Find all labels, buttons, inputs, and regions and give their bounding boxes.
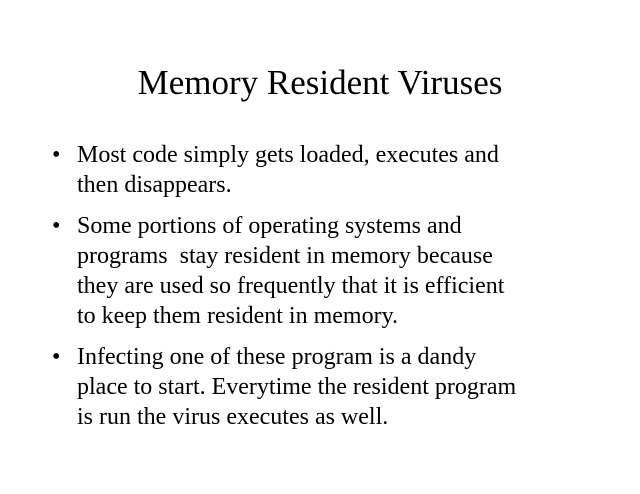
slide-title: Memory Resident Viruses: [137, 63, 503, 102]
bullet-item: [52, 211, 612, 331]
bullet-line: Some portions of operating systems and: [77, 213, 462, 239]
bullet-line: place to start. Everytime the resident program: [77, 374, 517, 400]
bullet-icon: •: [52, 142, 61, 168]
bullet-line: Infecting one of these program is a dandy: [77, 344, 477, 370]
bullet-icon: •: [52, 344, 61, 370]
bullet-line: is run the virus executes as well.: [77, 404, 389, 430]
bullet-line: then disappears.: [77, 172, 232, 198]
bullet-item: [52, 342, 612, 432]
bullet-line: programs stay resident in memory because: [77, 243, 493, 269]
bullet-line: they are used so frequently that it is efficient: [77, 273, 505, 299]
bullet-line: to keep them resident in memory.: [77, 303, 399, 329]
bullet-line: Most code simply gets loaded, executes and: [77, 142, 499, 168]
bullet-item: [52, 140, 612, 200]
bullet-icon: •: [52, 213, 61, 239]
bullet-list: [52, 140, 612, 443]
